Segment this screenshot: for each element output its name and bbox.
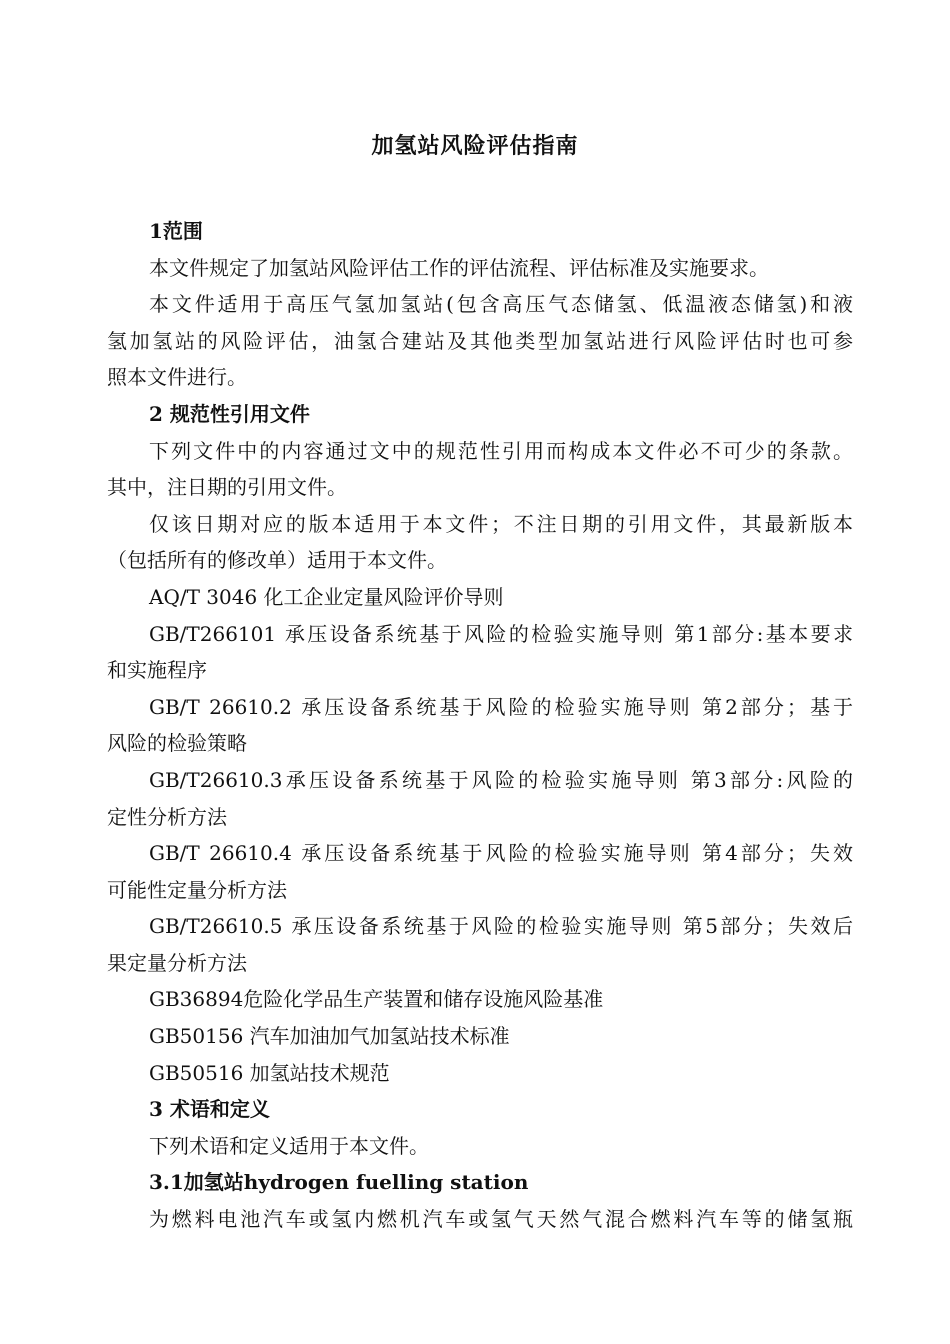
paragraph-line: GB/T 26610.4 承压设备系统基于风险的检验实施导则 第4部分；失效 <box>149 841 853 866</box>
paragraph-line: GB50156 汽车加油加气加氢站技术标准 <box>149 1024 510 1049</box>
section-heading: 2 规范性引用文件 <box>149 401 310 426</box>
paragraph <box>107 579 853 616</box>
paragraph-line: 仅该日期对应的版本适用于本文件；不注日期的引用文件，其最新版本 <box>149 511 853 536</box>
paragraph <box>107 1055 853 1092</box>
paragraph-line: 为燃料电池汽车或氢内燃机汽车或氢气天然气混合燃料汽车等的储氢瓶 <box>149 1207 853 1232</box>
paragraph-line: 可能性定量分析方法 <box>107 877 287 902</box>
document-body <box>107 213 853 1238</box>
paragraph-line: 照本文件进行。 <box>107 365 247 390</box>
paragraph <box>107 908 853 981</box>
paragraph <box>107 286 853 396</box>
paragraph-line: 氢加氢站的风险评估，油氢合建站及其他类型加氢站进行风险评估时也可参 <box>107 328 853 353</box>
paragraph <box>107 689 853 762</box>
paragraph-line: 定性分析方法 <box>107 804 227 829</box>
paragraph-line: 和实施程序 <box>107 658 207 683</box>
paragraph-line: GB/T26610.3承压设备系统基于风险的检验实施导则 第3部分:风险的 <box>149 767 853 792</box>
paragraph-line: 本文件适用于高压气氢加氢站(包含高压气态储氢、低温液态储氢)和液 <box>149 292 853 317</box>
paragraph-line: 其中，注日期的引用文件。 <box>107 475 347 500</box>
paragraph <box>107 1201 853 1238</box>
paragraph-line: GB/T266101 承压设备系统基于风险的检验实施导则 第1部分:基本要求 <box>149 621 853 646</box>
paragraph <box>107 506 853 579</box>
paragraph <box>107 835 853 908</box>
paragraph <box>107 433 853 506</box>
paragraph-line: 风险的检验策略 <box>107 731 247 756</box>
paragraph <box>107 250 853 287</box>
paragraph-line: 下列术语和定义适用于本文件。 <box>149 1133 429 1158</box>
paragraph-line: GB/T 26610.2 承压设备系统基于风险的检验实施导则 第2部分；基于 <box>149 694 853 719</box>
paragraph-line: GB/T26610.5 承压设备系统基于风险的检验实施导则 第5部分；失效后 <box>149 914 853 939</box>
paragraph-line: GB36894危险化学品生产装置和储存设施风险基准 <box>149 987 604 1012</box>
document-title: 加氢站风险评估指南 <box>371 133 579 159</box>
section-heading: 3.1加氢站hydrogen fuelling station <box>149 1170 529 1195</box>
paragraph <box>107 1018 853 1055</box>
paragraph-line: （包括所有的修改单）适用于本文件。 <box>107 548 447 573</box>
paragraph <box>107 981 853 1018</box>
paragraph <box>107 1128 853 1165</box>
section-heading: 1范围 <box>149 219 203 243</box>
paragraph <box>107 762 853 835</box>
paragraph-line: GB50516 加氢站技术规范 <box>149 1060 390 1085</box>
paragraph-line: 果定量分析方法 <box>107 950 247 975</box>
paragraph-line: 下列文件中的内容通过文中的规范性引用而构成本文件必不可少的条款。 <box>149 438 853 463</box>
paragraph <box>107 616 853 689</box>
paragraph-line: AQ/T 3046 化工企业定量风险评价导则 <box>149 584 504 609</box>
section-heading: 3 术语和定义 <box>149 1097 270 1122</box>
paragraph-line: 本文件规定了加氢站风险评估工作的评估流程、评估标准及实施要求。 <box>149 255 769 280</box>
